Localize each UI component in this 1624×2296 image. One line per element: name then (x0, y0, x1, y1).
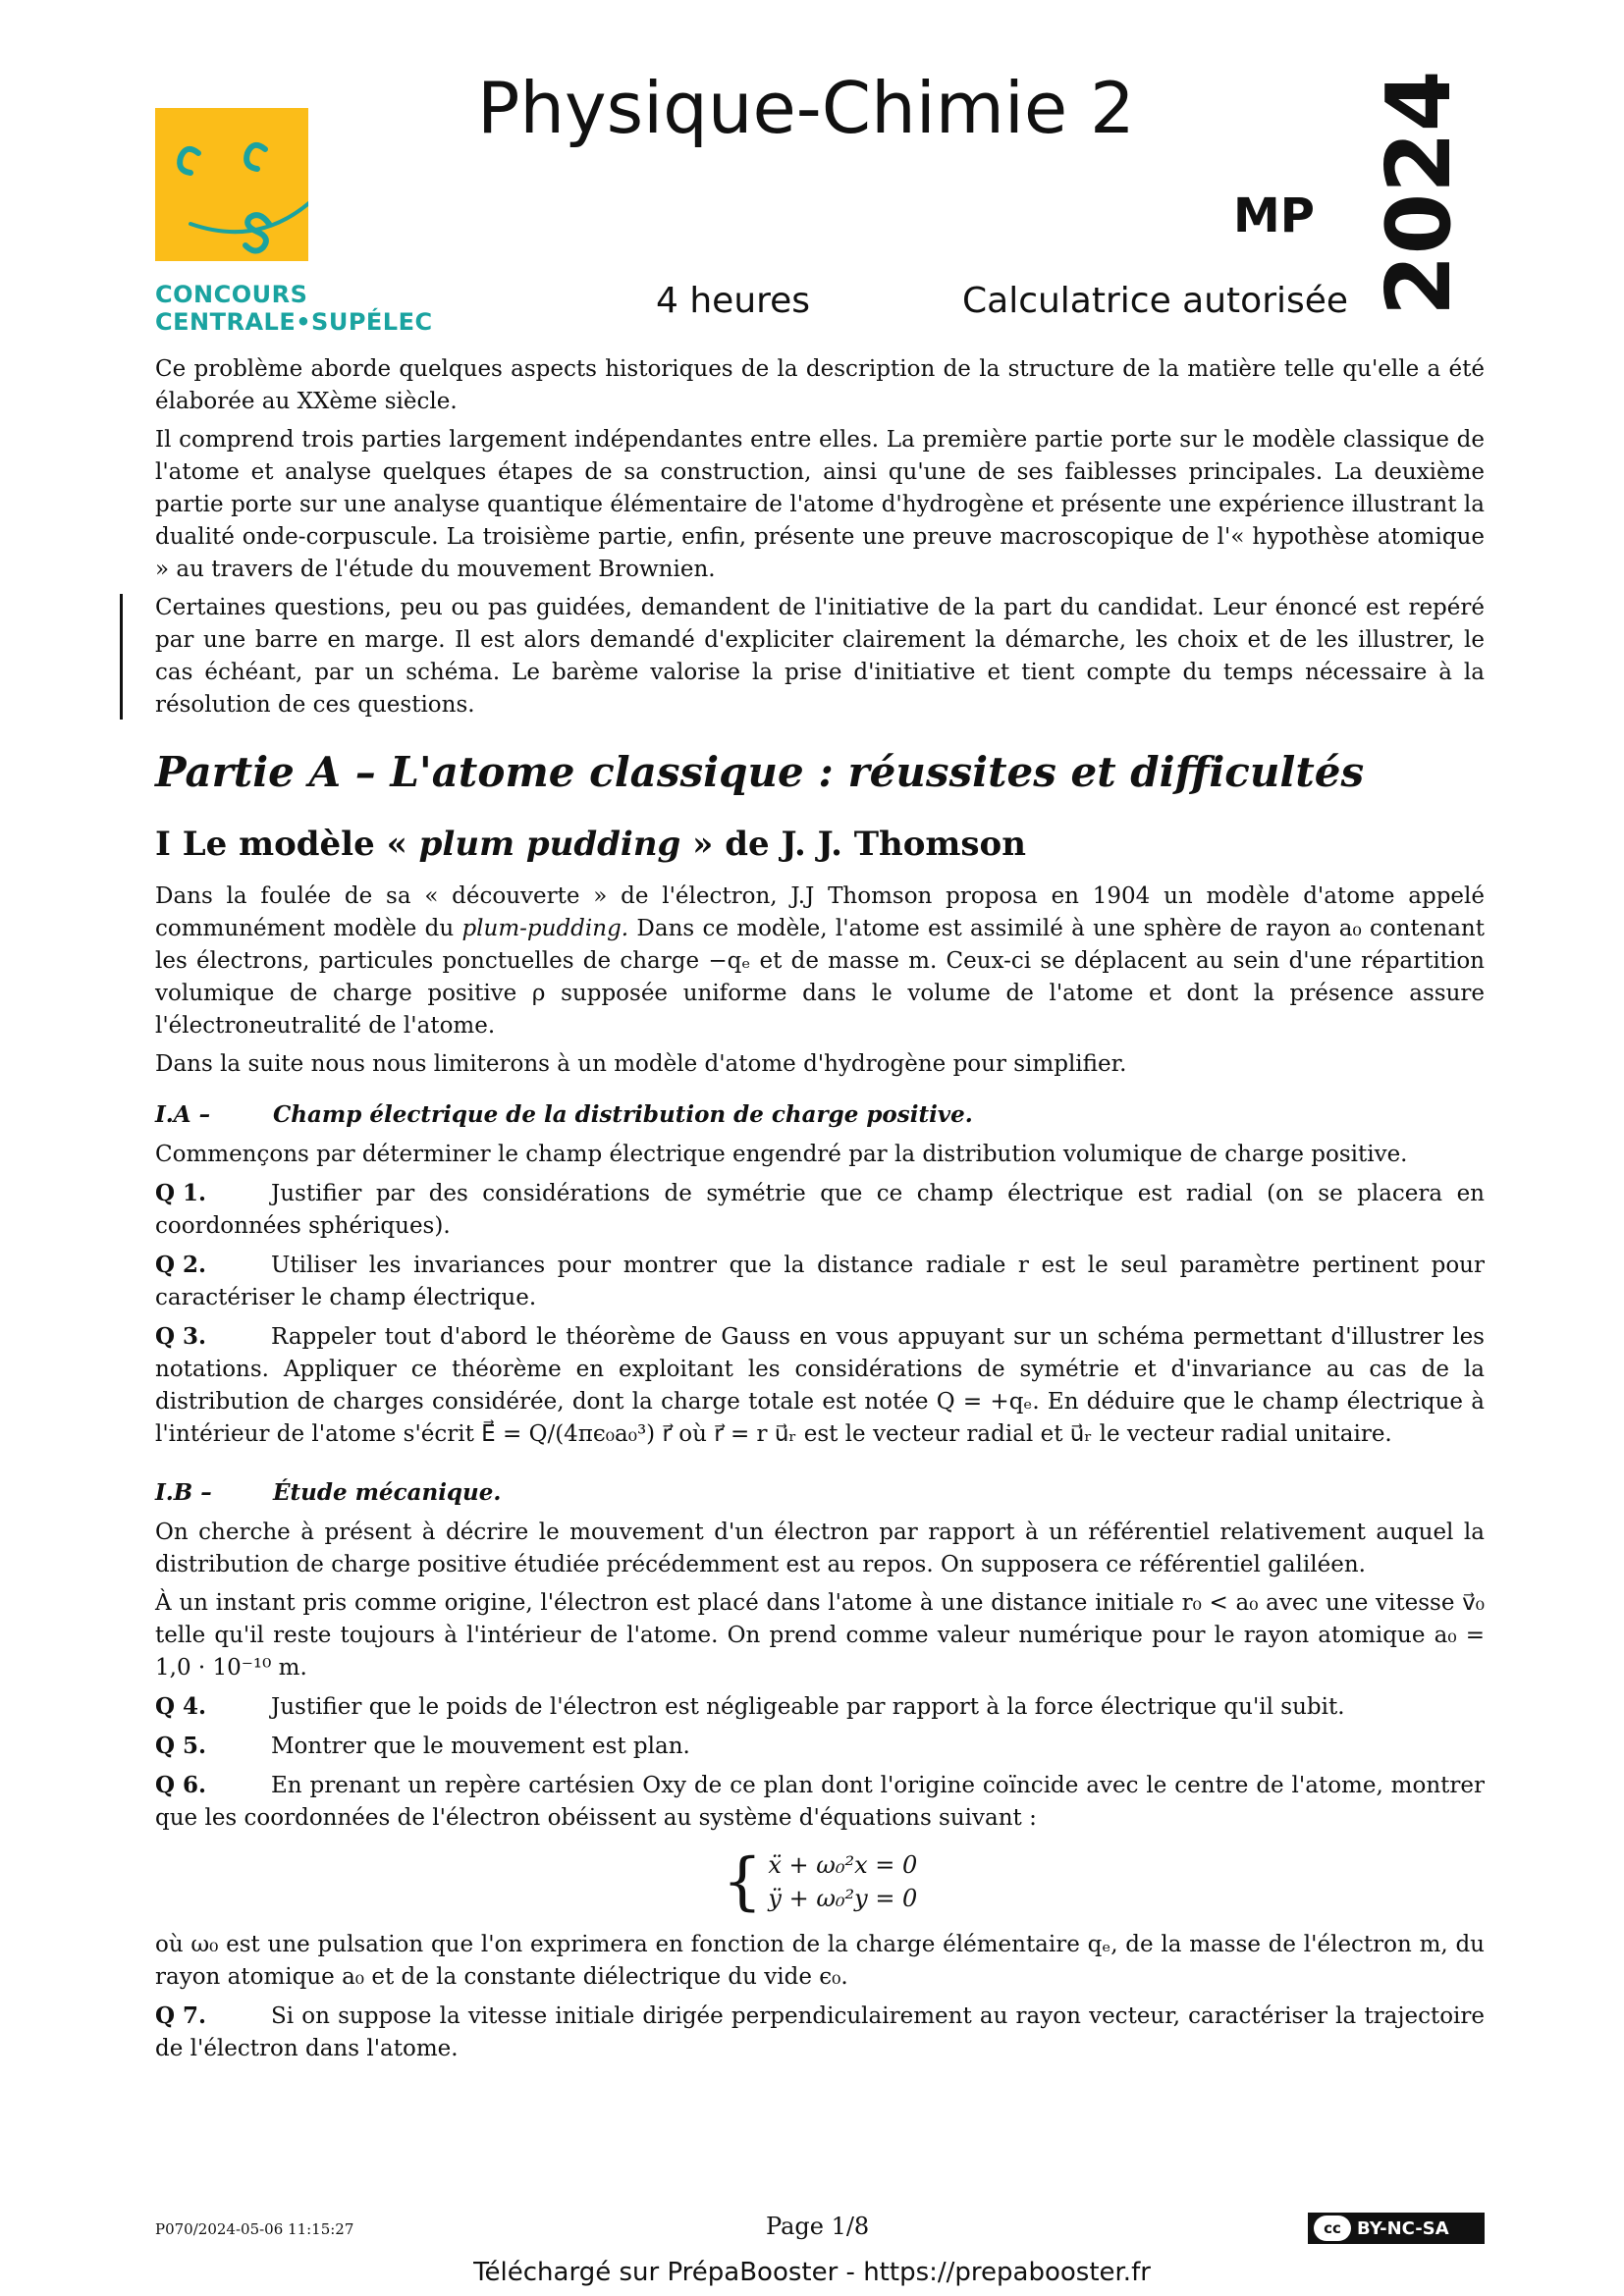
section-title-pre: Le modèle « (182, 825, 419, 864)
subsection-a-heading: Champ électrique de la distribution de charge positive. (273, 1101, 973, 1128)
document-id: P070/2024-05-06 11:15:27 (155, 2220, 354, 2238)
section-paragraph-1 (155, 881, 1485, 1042)
question-number: Q 1. (155, 1180, 207, 1206)
question-5 (155, 1730, 1485, 1763)
subsection-b-heading: Étude mécanique. (273, 1479, 502, 1506)
question-text: Si on suppose la vitesse initiale dirigée perpendiculairement au rayon vecteur, caractériser la trajectoire de l'électron dans l'atome. (155, 2003, 1485, 2061)
subsection-a-title (155, 1098, 1485, 1131)
subsection-b-paragraph-2: À un instant pris comme origine, l'électron est placé dans l'atome à une distance initiale r₀ < a₀ avec une vitesse v⃗₀ telle qu'il reste toujours à l'intérieur de l'atome. On prend comme valeur numérique pour le rayon atomique a₀ = 1,0 · 10⁻¹⁰ m. (155, 1590, 1485, 1681)
intro-paragraph-3: Certaines questions, peu ou pas guidées, demandent de l'initiative de la part du candidat. Leur énoncé est repéré par une barre en marge. Il est alors demandé d'expliciter clairement la démarche, les choix et de les illustrer, le cas échéant, par un schéma. Le barème valorise la prise d'initiative et tient compte du temps nécessaire à la résolution de ces questions. (155, 592, 1485, 721)
section-title-post: » de J. J. Thomson (680, 825, 1026, 864)
question-text: Utiliser les invariances pour montrer que la distance radiale r est le seul paramètre pertinent pour caractériser le champ électrique. (155, 1253, 1485, 1310)
calculator-label: Calculatrice autorisée (962, 281, 1349, 321)
section-title (155, 822, 1485, 867)
intro-paragraph-2: Il comprend trois parties largement indépendantes entre elles. La première partie porte sur le modèle classique de l'atome et analyse quelques étapes de sa construction, ainsi qu'une de ses faiblesses principales. La deuxième partie porte sur une analyse quantique élémentaire de l'atome d'hydrogène et présente une expérience illustrant la dualité onde-corpuscule. La troisième partie, enfin, présente une preuve macroscopique de l'« hypothèse atomique » au travers de l'étude du mouvement Brownien. (155, 427, 1485, 582)
equation-x: ẍ + ω₀²x = 0 (768, 1851, 918, 1879)
section-p1-b: Dans ce modèle, l'atome est assimilé à une sphère de rayon a₀ contenant les électrons, particules ponctuelles de charge −qₑ et de masse m. Ceux-ci se déplacent au sein d'une répartition volumique de charge positive ρ supposée uniforme dans le volume de l'atome et dont la présence assure l'électroneutralité de l'atome. (155, 916, 1485, 1039)
subsection-b-label: I.B – (155, 1479, 212, 1506)
question-number: Q 2. (155, 1252, 207, 1278)
question-2 (155, 1249, 1485, 1314)
section-title-em: plum pudding (418, 825, 681, 864)
question-number: Q 3. (155, 1323, 207, 1350)
question-text: Rappeler tout d'abord le théorème de Gauss en vous appuyant sur un schéma permettant d'illustrer les notations. Appliquer ce théorème en exploitant les considérations de symétrie et d'invariance au cas de la distribution de charges considérée, dont la charge totale est notée Q = +qₑ. En déduire que le champ électrique à l'intérieur de l'atome s'écrit E⃗ = Q/(4πϵ₀a₀³) r⃗ où r⃗ = r u⃗ᵣ est le vecteur radial et u⃗ᵣ le vecteur radial unitaire. (155, 1324, 1485, 1447)
question-7 (155, 2000, 1485, 2065)
page-number: Page 1/8 (766, 2213, 870, 2240)
question-number: Q 5. (155, 1733, 207, 1759)
license-label: BY-NC-SA (1357, 2217, 1449, 2239)
subsection-b-paragraph-1: On cherche à présent à décrire le mouvement d'un électron par rapport à un référentiel relativement auquel la distribution de charge positive étudiée précédemment est au repos. On supposera ce référentiel galiléen. (155, 1520, 1485, 1577)
question-text: Montrer que le mouvement est plan. (271, 1734, 690, 1759)
question-text: Justifier que le poids de l'électron est négligeable par rapport à la force électrique qu'il subit. (271, 1694, 1345, 1720)
section-p1-a: Dans la foulée de sa « découverte » de l'électron, J.J Thomson proposa en 1904 un modèle d'atome appelé communément modèle du (155, 883, 1485, 941)
section-number: I (155, 825, 171, 864)
question-number: Q 7. (155, 2002, 207, 2029)
year-label: 2024 (1368, 70, 1471, 316)
question-3 (155, 1320, 1485, 1451)
subsection-a-label: I.A – (155, 1101, 211, 1128)
cc-icon: cc (1314, 2216, 1351, 2241)
brace-symbol: { (722, 1845, 763, 1918)
document-body (155, 353, 1485, 2071)
equation-y: ÿ + ω₀²y = 0 (768, 1885, 918, 1912)
equation-system (155, 1845, 1485, 1918)
section-paragraph-2: Dans la suite nous nous limiterons à un modèle d'atome d'hydrogène pour simplifier. (155, 1051, 1127, 1077)
subsection-a-intro: Commençons par déterminer le champ électrique engendré par la distribution volumique de charge positive. (155, 1142, 1408, 1167)
ccs-logo (155, 108, 505, 336)
duration-label: 4 heures (656, 281, 811, 321)
ccs-logo-mark (155, 108, 308, 261)
question-text: En prenant un repère cartésien Oxy de ce plan dont l'origine coïncide avec le centre de l'atome, montrer que les coordonnées de l'électron obéissent au système d'équations suivant : (155, 1773, 1485, 1831)
download-link[interactable]: Téléchargé sur PrépaBooster - https://prepabooster.fr (473, 2258, 1151, 2287)
subsection-b-title (155, 1476, 1485, 1509)
page-title: Physique-Chimie 2 (477, 67, 1135, 149)
track-label: MP (1233, 188, 1315, 243)
cc-license-badge (1308, 2213, 1485, 2244)
equation-explanation: où ω₀ est une pulsation que l'on exprimera en fonction de la charge élémentaire qₑ, de la masse de l'électron m, du rayon atomique a₀ et de la constante diélectrique du vide ϵ₀. (155, 1932, 1485, 1990)
question-number: Q 4. (155, 1693, 207, 1720)
question-number: Q 6. (155, 1772, 207, 1798)
intro-paragraph-1: Ce problème aborde quelques aspects historiques de la description de la structure de la matière telle qu'elle a été élaborée au XXème siècle. (155, 356, 1485, 414)
question-text: Justifier par des considérations de symétrie que ce champ électrique est radial (on se placera en coordonnées sphériques). (155, 1181, 1485, 1239)
question-6 (155, 1769, 1485, 1835)
question-1 (155, 1177, 1485, 1243)
logo-text: CONCOURS CENTRALE•SUPÉLEC (155, 281, 433, 336)
question-4 (155, 1690, 1485, 1724)
part-title: Partie A – L'atome classique : réussites et difficultés (155, 748, 1365, 796)
section-p1-em: plum-pudding. (461, 916, 629, 941)
